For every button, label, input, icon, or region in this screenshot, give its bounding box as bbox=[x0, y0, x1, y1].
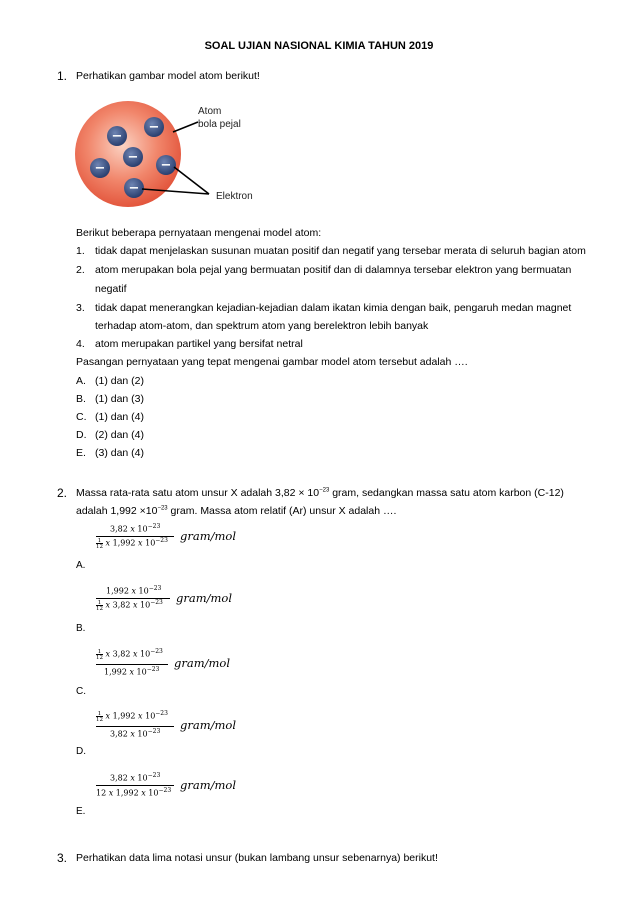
fraction-numerator: 3,82 𝑥 $10^{-23}$ bbox=[110, 772, 161, 783]
q2-text: gram. Massa atom relatif (Ar) unsur X adalah …. bbox=[167, 505, 397, 517]
fraction-bar bbox=[96, 664, 168, 665]
atom-model-figure bbox=[70, 96, 280, 220]
fraction-denominator: 12 𝑥 1,992 𝑥 $10^{-23}$ bbox=[96, 787, 172, 798]
q2-text: gram, sedangkan massa satu atom karbon (C-12) bbox=[329, 487, 564, 499]
fraction-bar bbox=[96, 785, 174, 786]
option-b-label: B. bbox=[76, 393, 86, 405]
fraction-unit: gram/mol bbox=[180, 718, 237, 732]
fraction-denominator: 1,992 𝑥 $10^{-23}$ bbox=[104, 666, 160, 677]
fraction-numerator: $\frac{1}{12}$ 𝑥 1,992 𝑥 $10^{-23}$ bbox=[96, 710, 168, 723]
q2-option-b-label: B. bbox=[76, 623, 86, 634]
electron-pointer-line bbox=[174, 167, 209, 194]
q2-option-a-label: A. bbox=[76, 560, 86, 571]
electron-sign: − bbox=[127, 150, 139, 165]
q2-exponent: −23 bbox=[319, 487, 330, 494]
question-1-question: Pasangan pernyataan yang tepat mengenai gambar model atom tersebut adalah …. bbox=[76, 356, 468, 368]
option-b-text: (1) dan (3) bbox=[95, 393, 145, 405]
fraction-unit: gram/mol bbox=[176, 591, 233, 605]
fraction-numerator: 3,82 𝑥 $10^{-23}$ bbox=[110, 523, 161, 534]
statement-1-text: tidak dapat menjelaskan susunan muatan positif dan negatif yang tersebar merata di seluruh bagian atom bbox=[95, 245, 586, 257]
q2-option-c-label: C. bbox=[76, 686, 86, 697]
question-2-number: 2. bbox=[57, 486, 68, 500]
fraction-numerator: 1,992 𝑥 $10^{-23}$ bbox=[106, 585, 162, 596]
electron-label: Elektron bbox=[216, 191, 253, 202]
electron-sign: − bbox=[128, 181, 140, 196]
question-2-line-1 bbox=[76, 487, 564, 499]
question-1-number: 1. bbox=[57, 69, 68, 83]
electron-sign: − bbox=[111, 129, 123, 144]
atom-pointer-line bbox=[173, 122, 198, 132]
fraction-bar bbox=[96, 726, 174, 727]
statement-4-number: 4. bbox=[76, 338, 85, 350]
statement-1-number: 1. bbox=[76, 245, 85, 257]
electron-sign: − bbox=[94, 161, 106, 176]
option-a-text: (1) dan (2) bbox=[95, 375, 145, 387]
statement-2-text: atom merupakan bola pejal yang bermuatan positif dan di dalamnya tersebar elektron yang bermuatan bbox=[95, 264, 572, 276]
electron-sign: − bbox=[160, 158, 172, 173]
question-3-number: 3. bbox=[57, 851, 68, 865]
fraction-denominator: 3,82 𝑥 $10^{-23}$ bbox=[110, 728, 161, 739]
page-title: SOAL UJIAN NASIONAL KIMIA TAHUN 2019 bbox=[204, 40, 434, 52]
fraction-denominator: $\frac{1}{12}$ 𝑥 3,82 𝑥 $10^{-23}$ bbox=[96, 599, 163, 612]
option-e-text: (3) dan (4) bbox=[95, 447, 145, 459]
statement-3-number: 3. bbox=[76, 302, 85, 314]
option-e-label: E. bbox=[76, 447, 86, 459]
statement-2-continuation: negatif bbox=[95, 283, 127, 295]
fraction-unit: gram/mol bbox=[180, 529, 237, 543]
statement-4-text: atom merupakan partikel yang bersifat netral bbox=[95, 338, 303, 350]
option-a-label: A. bbox=[76, 375, 86, 387]
option-c-text: (1) dan (4) bbox=[95, 411, 145, 423]
q2-option-e-label: E. bbox=[76, 806, 86, 817]
question-3-prompt: Perhatikan data lima notasi unsur (bukan lambang unsur sebenarnya) berikut! bbox=[76, 852, 438, 864]
q2-text: Massa rata-rata satu atom unsur X adalah 3,82 × 10 bbox=[76, 487, 320, 499]
fraction-unit: gram/mol bbox=[180, 778, 237, 792]
statements-intro: Berikut beberapa pernyataan mengenai model atom: bbox=[76, 227, 322, 239]
statement-3-text: tidak dapat menerangkan kejadian-kejadian dalam ikatan kimia dengan baik, pengaruh medan magnet bbox=[95, 302, 572, 314]
fraction-denominator: $\frac{1}{12}$ 𝑥 1,992 𝑥 $10^{-23}$ bbox=[96, 537, 168, 550]
option-c-label: C. bbox=[76, 411, 87, 423]
q2-exponent: −23 bbox=[157, 505, 168, 512]
statement-2-number: 2. bbox=[76, 264, 85, 276]
q2-text: adalah 1,992 ×10 bbox=[76, 505, 158, 517]
electron-sign: − bbox=[148, 120, 160, 135]
question-1-prompt: Perhatikan gambar model atom berikut! bbox=[76, 70, 260, 82]
fraction-numerator: $\frac{1}{12}$ 𝑥 3,82 𝑥 $10^{-23}$ bbox=[96, 648, 163, 661]
option-d-text: (2) dan (4) bbox=[95, 429, 145, 441]
option-d-label: D. bbox=[76, 429, 87, 441]
q2-option-d-label: D. bbox=[76, 746, 86, 757]
statement-3-continuation: terhadap atom-atom, dan spektrum atom yang berelektron lebih banyak bbox=[95, 320, 429, 332]
fraction-unit: gram/mol bbox=[174, 656, 231, 670]
atom-label: Atom bbox=[198, 106, 222, 117]
question-2-line-2 bbox=[76, 505, 396, 517]
atom-label: bola pejal bbox=[198, 119, 241, 130]
